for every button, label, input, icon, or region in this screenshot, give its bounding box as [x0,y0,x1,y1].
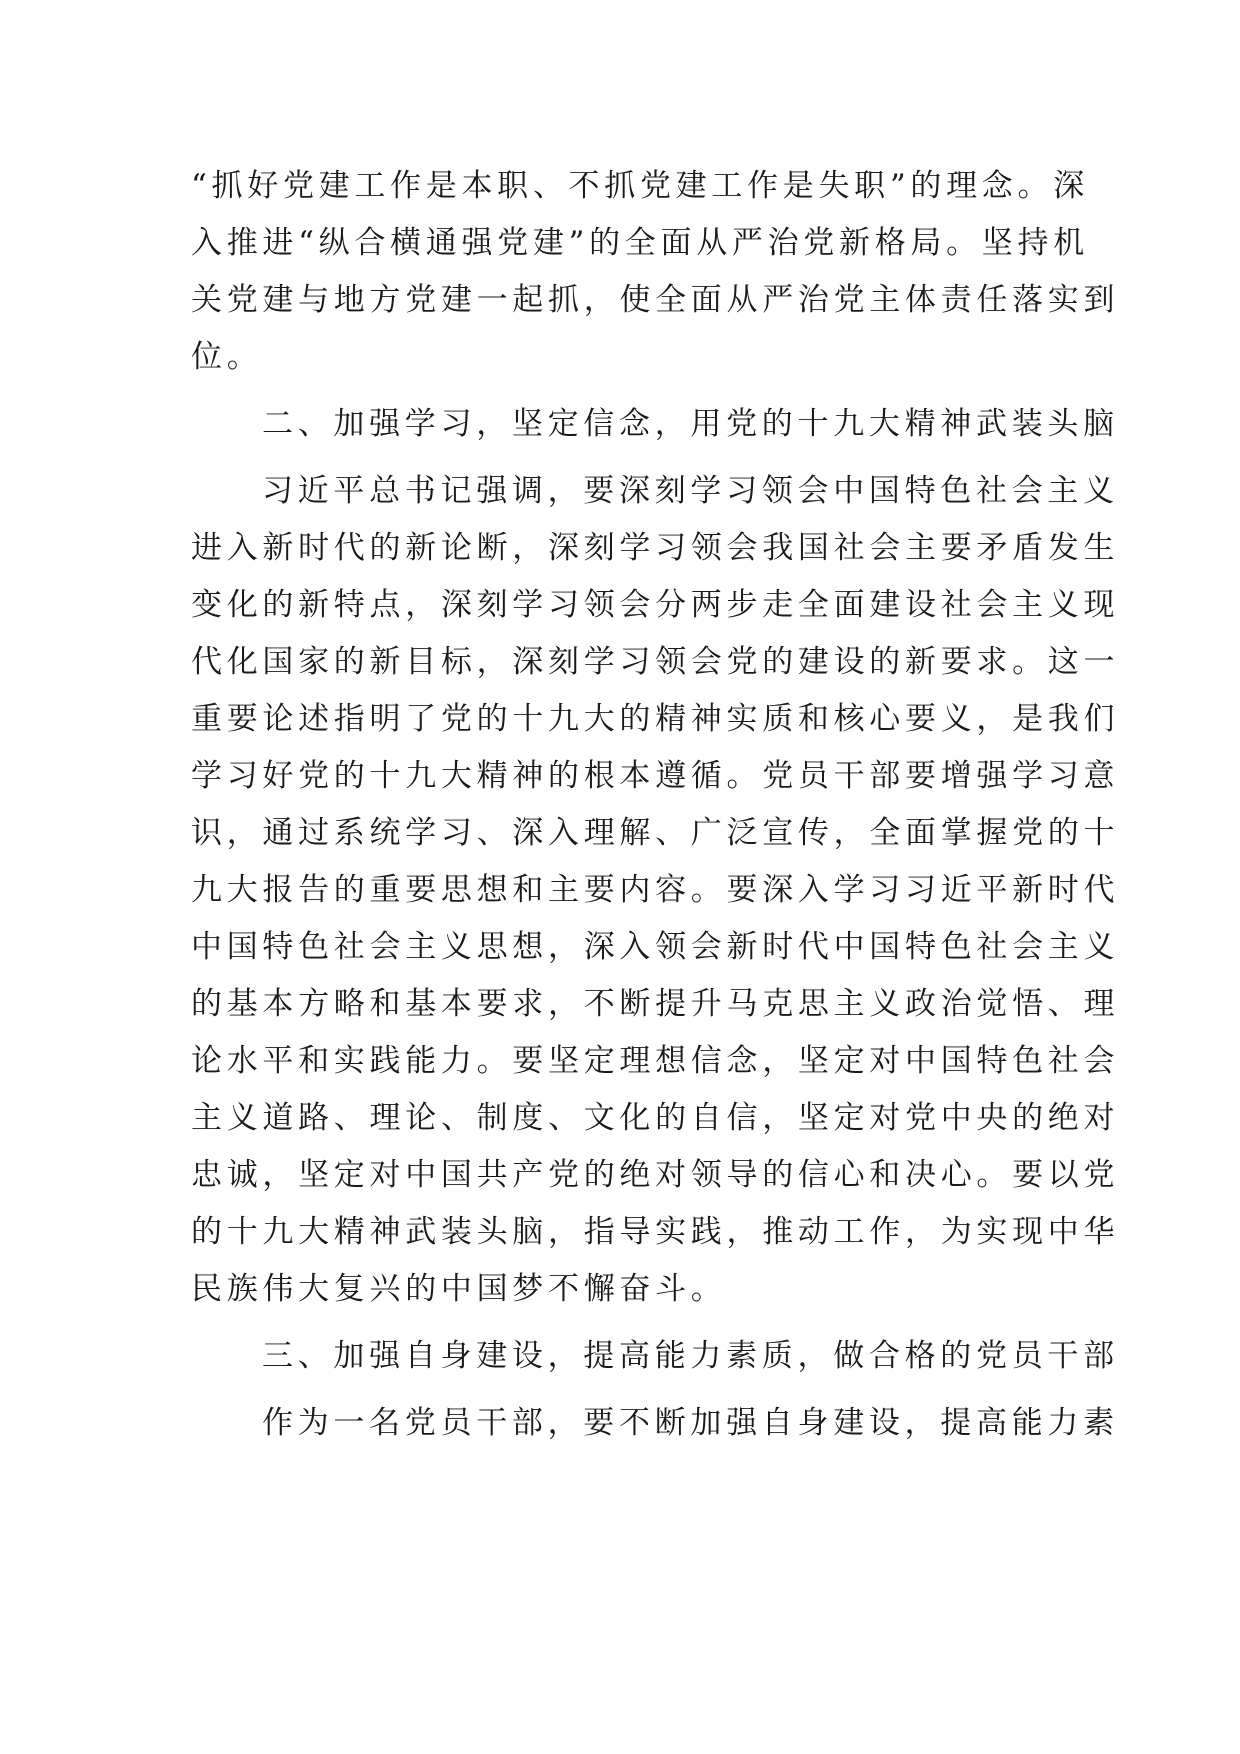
document-body [191,158,1120,1452]
text-line: 九大报告的重要思想和主要内容。要深入学习习近平新时代 [191,872,1120,908]
text-line: 重要论述指明了党的十九大的精神实质和核心要义，是我们 [191,701,1120,737]
paragraph-party-building [191,158,1120,386]
text-line: 的十九大精神武装头脑，指导实践，推动工作，为实现中华 [191,1214,1120,1250]
paragraph-study [191,463,1120,1318]
text-line: 入推进“纵合横通强党建”的全面从严治党新格局。坚持机 [191,225,1089,261]
text-line: 代化国家的新目标，深刻学习领会党的建设的新要求。这一 [191,644,1120,680]
text-line: 中国特色社会主义思想，深入领会新时代中国特色社会主义 [191,929,1120,965]
text-line: 民族伟大复兴的中国梦不懈奋斗。 [191,1271,727,1307]
text-line: 关党建与地方党建一起抓，使全面从严治党主体责任落实到 [191,282,1120,318]
text-line: 的基本方略和基本要求，不断提升马克思主义政治觉悟、理 [191,986,1120,1022]
text-line: 习近平总书记强调，要深刻学习领会中国特色社会主义 [262,473,1119,509]
text-line: 论水平和实践能力。要坚定理想信念，坚定对中国特色社会 [191,1043,1120,1079]
text-line: 学习好党的十九大精神的根本遵循。党员干部要增强学习意 [191,758,1120,794]
section-heading-3: 三、加强自身建设，提高能力素质，做合格的党员干部 [262,1338,1119,1374]
paragraph-self-building [191,1395,1119,1452]
text-line: “抓好党建工作是本职、不抓党建工作是失职”的理念。深 [191,168,1089,204]
text-line: 作为一名党员干部，要不断加强自身建设，提高能力素 [262,1405,1119,1441]
text-line: 识，通过系统学习、深入理解、广泛宣传，全面掌握党的十 [191,815,1120,851]
text-line: 主义道路、理论、制度、文化的自信，坚定对党中央的绝对 [191,1100,1120,1136]
text-line: 位。 [191,339,263,375]
section-heading-2: 二、加强学习，坚定信念，用党的十九大精神武装头脑 [262,406,1119,442]
text-line: 变化的新特点，深刻学习领会分两步走全面建设社会主义现 [191,587,1120,623]
text-line: 忠诚，坚定对中国共产党的绝对领导的信心和决心。要以党 [191,1157,1120,1193]
text-line: 进入新时代的新论断，深刻学习领会我国社会主要矛盾发生 [191,530,1120,566]
